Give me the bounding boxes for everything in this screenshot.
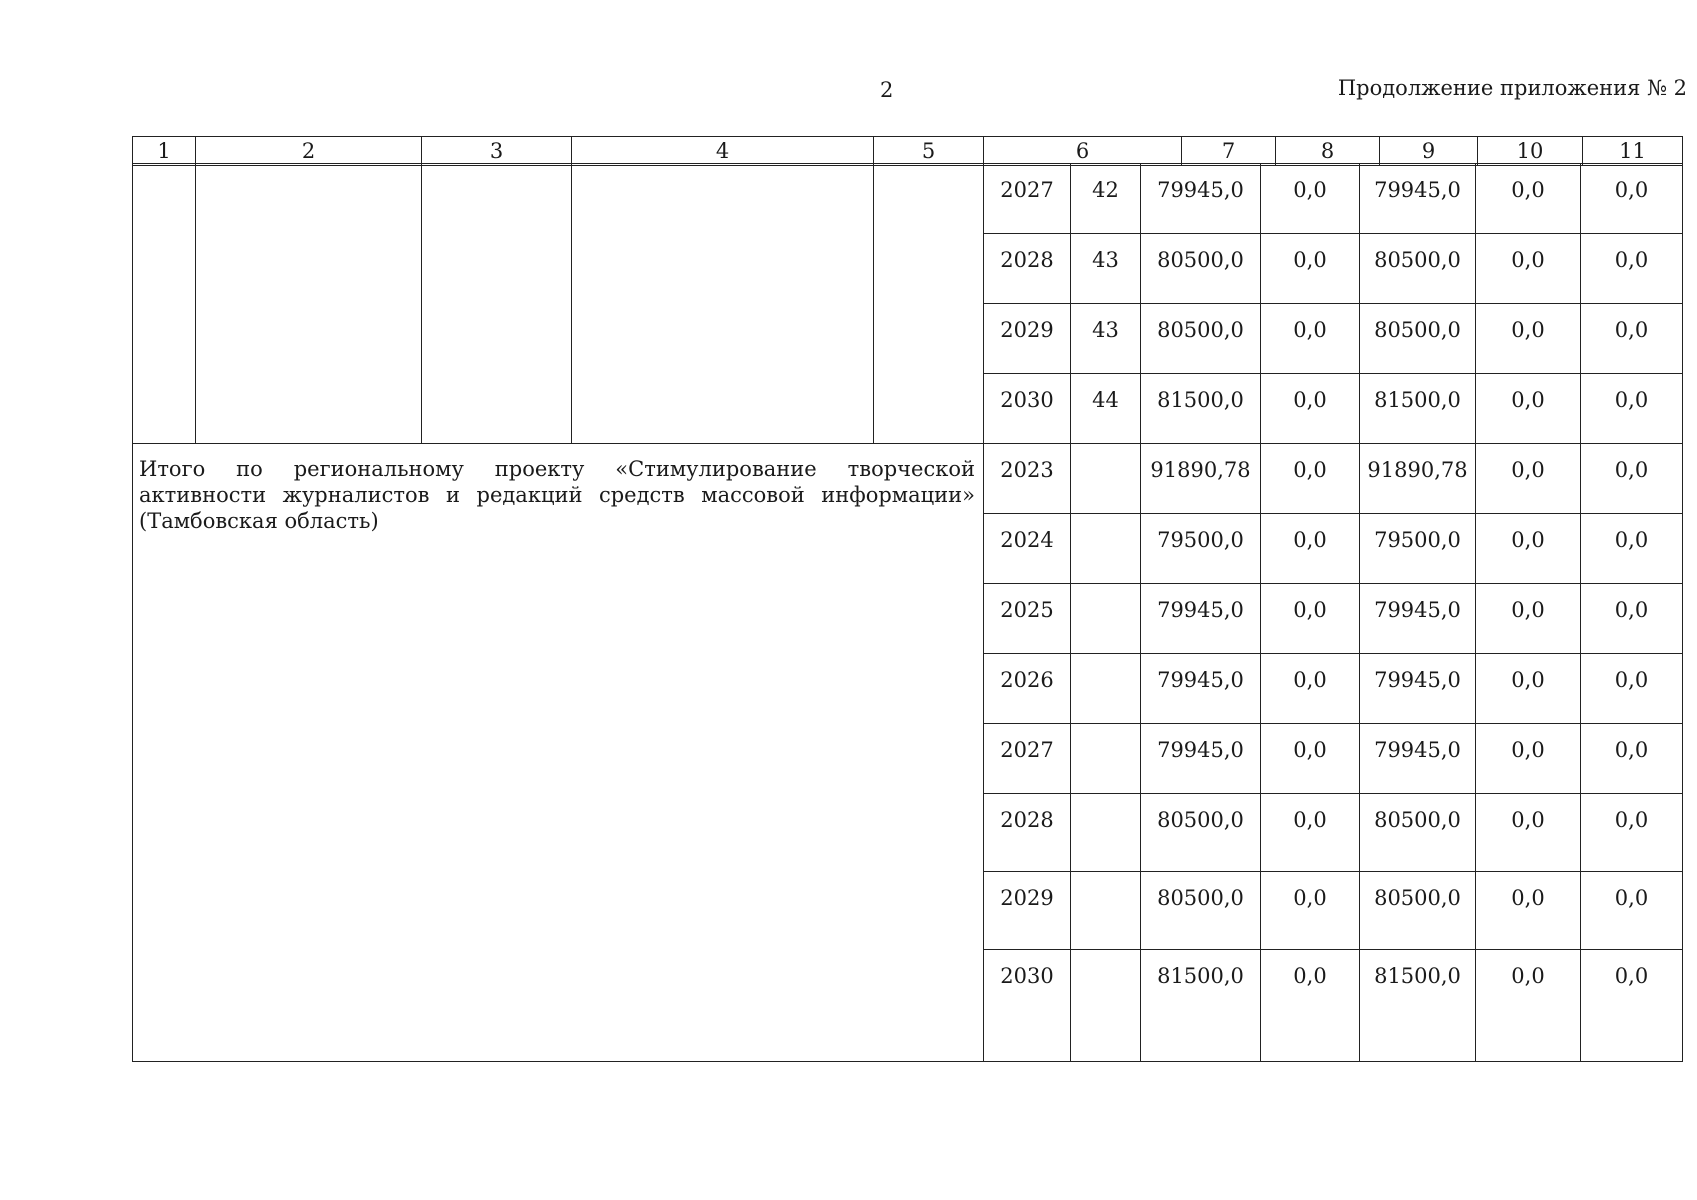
cell-total: 91890,78 bbox=[1141, 444, 1261, 514]
cell-col11: 0,0 bbox=[1581, 234, 1683, 304]
cell-col11: 0,0 bbox=[1581, 584, 1683, 654]
cell-year: 2023 bbox=[984, 444, 1071, 514]
cell-col10: 0,0 bbox=[1476, 950, 1581, 1062]
financing-table bbox=[132, 163, 1683, 1062]
cell-total: 79945,0 bbox=[1141, 164, 1261, 234]
cell-col11: 0,0 bbox=[1581, 444, 1683, 514]
annex-caption: Продолжение приложения № 2 bbox=[1337, 76, 1687, 100]
cell-col9: 79945,0 bbox=[1360, 164, 1476, 234]
cell-col11: 0,0 bbox=[1581, 724, 1683, 794]
cell-col5-empty bbox=[874, 164, 984, 444]
cell-year: 2028 bbox=[984, 794, 1071, 872]
cell-count bbox=[1071, 444, 1141, 514]
cell-total: 79945,0 bbox=[1141, 654, 1261, 724]
cell-year: 2025 bbox=[984, 584, 1071, 654]
cell-col10: 0,0 bbox=[1476, 374, 1581, 444]
cell-total: 80500,0 bbox=[1141, 304, 1261, 374]
table-row bbox=[133, 444, 1683, 514]
cell-col10: 0,0 bbox=[1476, 794, 1581, 872]
cell-col9: 80500,0 bbox=[1360, 304, 1476, 374]
cell-col8: 0,0 bbox=[1261, 584, 1360, 654]
column-header-9: 9 bbox=[1380, 137, 1478, 166]
cell-year: 2027 bbox=[984, 164, 1071, 234]
column-header-table bbox=[132, 136, 1683, 166]
cell-col1-empty bbox=[133, 164, 196, 444]
cell-year: 2027 bbox=[984, 724, 1071, 794]
cell-col8: 0,0 bbox=[1261, 164, 1360, 234]
table-row bbox=[133, 164, 1683, 234]
cell-col11: 0,0 bbox=[1581, 304, 1683, 374]
cell-col9: 79500,0 bbox=[1360, 514, 1476, 584]
cell-col11: 0,0 bbox=[1581, 164, 1683, 234]
cell-count: 42 bbox=[1071, 164, 1141, 234]
cell-total: 81500,0 bbox=[1141, 950, 1261, 1062]
cell-col8: 0,0 bbox=[1261, 654, 1360, 724]
cell-col9: 80500,0 bbox=[1360, 872, 1476, 950]
cell-col8: 0,0 bbox=[1261, 444, 1360, 514]
cell-col10: 0,0 bbox=[1476, 584, 1581, 654]
cell-total: 81500,0 bbox=[1141, 374, 1261, 444]
cell-col9: 91890,78 bbox=[1360, 444, 1476, 514]
cell-col2-empty bbox=[196, 164, 422, 444]
cell-col3-empty bbox=[422, 164, 572, 444]
cell-total: 79500,0 bbox=[1141, 514, 1261, 584]
cell-year: 2026 bbox=[984, 654, 1071, 724]
cell-count: 43 bbox=[1071, 234, 1141, 304]
column-number-row bbox=[133, 137, 1683, 166]
cell-col8: 0,0 bbox=[1261, 872, 1360, 950]
cell-count bbox=[1071, 724, 1141, 794]
cell-col9: 79945,0 bbox=[1360, 584, 1476, 654]
cell-col4-empty bbox=[572, 164, 874, 444]
column-header-3: 3 bbox=[422, 137, 572, 166]
cell-col11: 0,0 bbox=[1581, 794, 1683, 872]
column-header-5: 5 bbox=[874, 137, 984, 166]
total-label: Итого по региональному проекту «Стимулирование творческой активности журналистов и редакций средств массовой информации» (Тамбовская область) bbox=[133, 444, 984, 1062]
cell-col9: 79945,0 bbox=[1360, 654, 1476, 724]
cell-year: 2024 bbox=[984, 514, 1071, 584]
column-header-10: 10 bbox=[1478, 137, 1583, 166]
cell-col10: 0,0 bbox=[1476, 164, 1581, 234]
cell-col10: 0,0 bbox=[1476, 234, 1581, 304]
cell-col10: 0,0 bbox=[1476, 444, 1581, 514]
cell-col10: 0,0 bbox=[1476, 724, 1581, 794]
column-header-2: 2 bbox=[196, 137, 422, 166]
cell-count bbox=[1071, 950, 1141, 1062]
cell-year: 2029 bbox=[984, 872, 1071, 950]
cell-col8: 0,0 bbox=[1261, 950, 1360, 1062]
cell-col8: 0,0 bbox=[1261, 724, 1360, 794]
cell-col8: 0,0 bbox=[1261, 514, 1360, 584]
cell-year: 2029 bbox=[984, 304, 1071, 374]
cell-total: 79945,0 bbox=[1141, 584, 1261, 654]
cell-col9: 79945,0 bbox=[1360, 724, 1476, 794]
cell-col10: 0,0 bbox=[1476, 514, 1581, 584]
cell-count: 44 bbox=[1071, 374, 1141, 444]
cell-col10: 0,0 bbox=[1476, 872, 1581, 950]
cell-col10: 0,0 bbox=[1476, 654, 1581, 724]
cell-col8: 0,0 bbox=[1261, 374, 1360, 444]
cell-col11: 0,0 bbox=[1581, 374, 1683, 444]
cell-col8: 0,0 bbox=[1261, 304, 1360, 374]
cell-total: 80500,0 bbox=[1141, 794, 1261, 872]
cell-col9: 81500,0 bbox=[1360, 950, 1476, 1062]
cell-col11: 0,0 bbox=[1581, 514, 1683, 584]
page-number: 2 bbox=[880, 78, 894, 102]
cell-col8: 0,0 bbox=[1261, 234, 1360, 304]
column-header-1: 1 bbox=[133, 137, 196, 166]
column-header-7: 7 bbox=[1182, 137, 1276, 166]
cell-col9: 81500,0 bbox=[1360, 374, 1476, 444]
cell-count bbox=[1071, 654, 1141, 724]
column-header-4: 4 bbox=[572, 137, 874, 166]
column-header-8: 8 bbox=[1276, 137, 1380, 166]
cell-count bbox=[1071, 872, 1141, 950]
column-header-6: 6 bbox=[984, 137, 1182, 166]
cell-count bbox=[1071, 794, 1141, 872]
cell-total: 79945,0 bbox=[1141, 724, 1261, 794]
cell-count: 43 bbox=[1071, 304, 1141, 374]
cell-year: 2030 bbox=[984, 374, 1071, 444]
cell-count bbox=[1071, 514, 1141, 584]
cell-total: 80500,0 bbox=[1141, 234, 1261, 304]
column-header-11: 11 bbox=[1583, 137, 1683, 166]
cell-year: 2030 bbox=[984, 950, 1071, 1062]
cell-col10: 0,0 bbox=[1476, 304, 1581, 374]
cell-total: 80500,0 bbox=[1141, 872, 1261, 950]
cell-col9: 80500,0 bbox=[1360, 794, 1476, 872]
cell-count bbox=[1071, 584, 1141, 654]
cell-col11: 0,0 bbox=[1581, 872, 1683, 950]
cell-col9: 80500,0 bbox=[1360, 234, 1476, 304]
cell-year: 2028 bbox=[984, 234, 1071, 304]
cell-col11: 0,0 bbox=[1581, 654, 1683, 724]
cell-col8: 0,0 bbox=[1261, 794, 1360, 872]
cell-col11: 0,0 bbox=[1581, 950, 1683, 1062]
